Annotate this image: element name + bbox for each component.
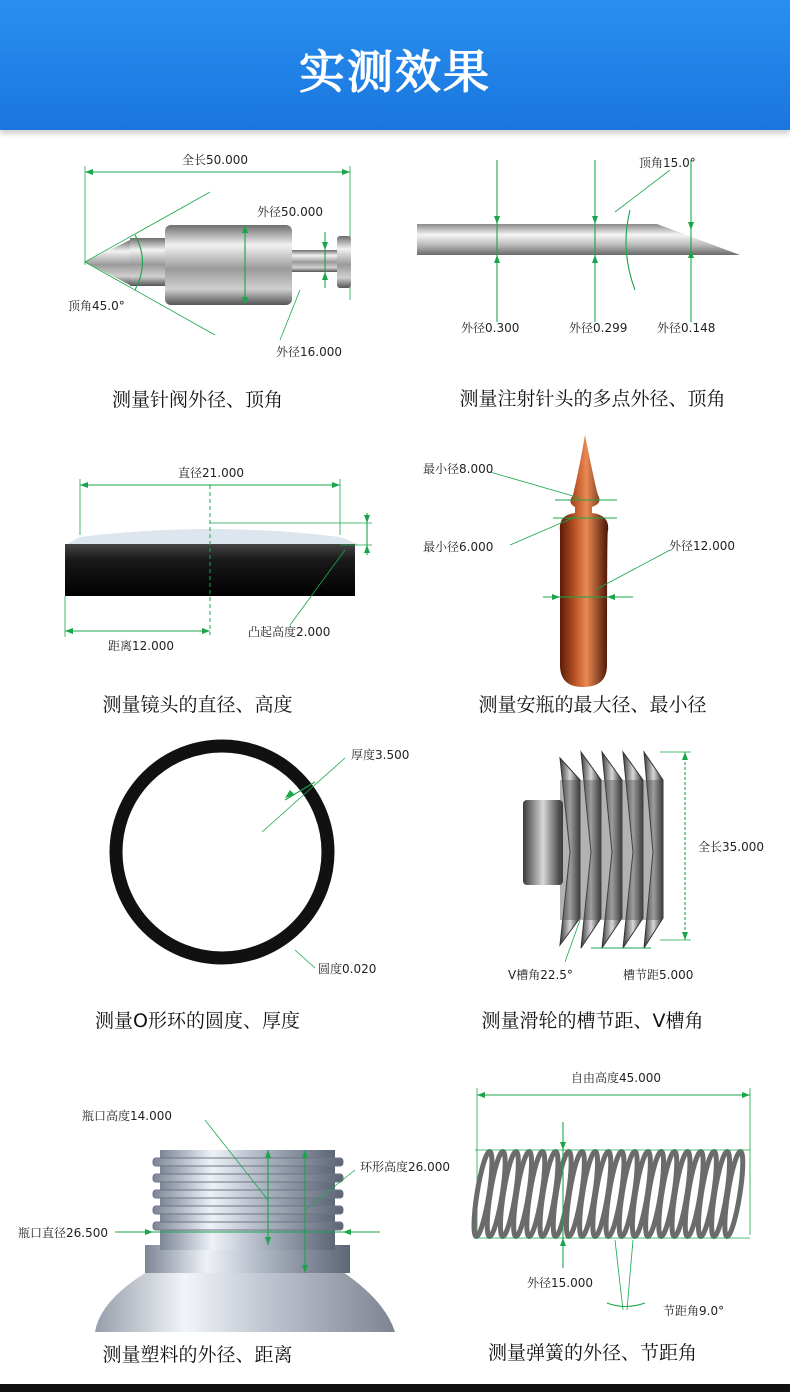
lens-illustration	[0, 455, 395, 675]
caption-needle-valve: 测量针阀外径、顶角	[111, 389, 283, 411]
label-pulley-total-length: 全长35.000	[698, 840, 764, 854]
label-spring-free-height: 自由高度45.000	[571, 1071, 661, 1085]
label-bottle-neck-height: 瓶口高度14.000	[82, 1109, 172, 1123]
label-outer-dia-small: 外径16.000	[276, 345, 342, 359]
label-pulley-v-angle: V槽角22.5°	[508, 968, 573, 982]
cell-lens	[0, 455, 395, 770]
label-pulley-pitch: 槽节距5.000	[623, 968, 694, 982]
spring-illustration	[395, 1060, 790, 1330]
label-spring-pitch-angle: 节距角9.0°	[663, 1304, 725, 1318]
label-needle-apex-angle: 顶角15.0°	[639, 156, 696, 170]
page-title: 实测效果	[299, 45, 491, 99]
label-bottle-ring-height: 环形高度26.000	[360, 1160, 450, 1174]
caption-o-ring: 测量O形环的圆度、厚度	[95, 1010, 300, 1032]
label-ampoule-min1: 最小径8.000	[423, 462, 494, 476]
label-lens-distance: 距离12.000	[108, 639, 174, 653]
label-outer-dia-big: 外径50.000	[257, 205, 323, 219]
label-ampoule-outer: 外径12.000	[669, 539, 735, 553]
label-lens-diameter: 直径21.000	[178, 466, 244, 480]
needle-valve-illustration	[0, 140, 395, 370]
pulley-illustration	[395, 740, 790, 990]
caption-pulley: 测量滑轮的槽节距、V槽角	[481, 1010, 704, 1032]
caption-injection-needle: 测量注射针头的多点外径、顶角	[459, 388, 726, 410]
label-oring-thickness: 厚度3.500	[351, 748, 410, 762]
cell-needle-valve	[0, 140, 395, 455]
label-total-length: 全长50.000	[182, 153, 248, 167]
label-apex-angle: 顶角45.0°	[68, 299, 125, 313]
label-needle-od1: 外径0.300	[461, 321, 520, 335]
label-spring-outer-dia: 外径15.000	[527, 1276, 593, 1290]
ampoule-illustration	[395, 425, 790, 685]
bottle-illustration	[0, 1060, 450, 1330]
label-oring-roundness: 圆度0.020	[318, 962, 377, 976]
label-needle-od3: 外径0.148	[657, 321, 716, 335]
injection-needle-illustration	[395, 140, 790, 370]
caption-lens: 测量镜头的直径、高度	[102, 694, 293, 716]
cell-injection-needle	[395, 140, 790, 455]
label-lens-bump-height: 凸起高度2.000	[248, 625, 331, 639]
label-needle-od2: 外径0.299	[569, 321, 628, 335]
label-ampoule-min2: 最小径6.000	[423, 540, 494, 554]
spring-coils	[470, 1151, 746, 1238]
label-bottle-neck-dia: 瓶口直径26.500	[18, 1226, 108, 1240]
header-banner	[0, 0, 790, 130]
cell-ampoule	[395, 425, 790, 740]
caption-bottle: 测量塑料的外径、距离	[102, 1344, 293, 1366]
cell-o-ring	[0, 740, 410, 1055]
bottom-bar	[0, 1384, 790, 1392]
o-ring-illustration	[0, 740, 410, 990]
cell-bottle	[0, 1060, 450, 1375]
caption-spring: 测量弹簧的外径、节距角	[487, 1342, 697, 1364]
cell-spring	[395, 1060, 790, 1375]
cell-pulley	[395, 740, 790, 1055]
caption-ampoule: 测量安瓶的最大径、最小径	[478, 694, 707, 716]
